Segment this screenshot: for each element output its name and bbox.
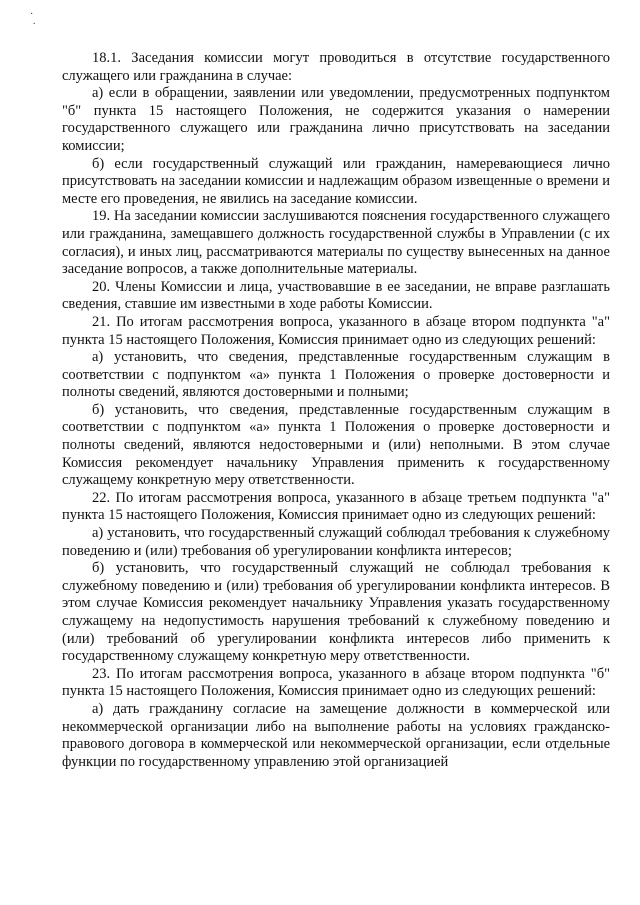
paragraph-23-a: а) дать гражданину согласие на замещение должности в коммерческой или некоммерческой организации либо на выполнение работы на условиях гражданско-правового договора в коммерческой или некоммерческой организации, если отдельные функции по государственному управлению этой организацией (62, 700, 610, 770)
paragraph-19: 19. На заседании комиссии заслушиваются пояснения государственного служащего или гражданина, замещавшего должность государственной службы в Управлении (с их согласия), и иных лиц, рассматриваются материалы по существу вынесенных на данное заседание вопросов, а также дополнительные материалы. (62, 208, 610, 278)
paragraph-18-1-b: б) если государственный служащий или гражданин, намеревающиеся лично присутствовать на заседании комиссии и надлежащим образом извещенные о времени и месте его проведения, не явились на заседание комиссии. (62, 155, 610, 207)
paragraph-22: 22. По итогам рассмотрения вопроса, указанного в абзаце третьем подпункта "а" пункта 15 настоящего Положения, Комиссия принимает одно из следующих решений: (62, 489, 610, 524)
paragraph-20: 20. Члены Комиссии и лица, участвовавшие в ее заседании, не вправе разглашать сведения, ставшие им известными в ходе работы Комиссии. (62, 278, 610, 313)
document-body (62, 50, 610, 771)
paragraph-18-1: 18.1. Заседания комиссии могут проводиться в отсутствие государственного служащего или гражданина в случае: (62, 50, 610, 84)
paragraph-22-b: б) установить, что государственный служащий не соблюдал требования к служебному поведению и (или) требования об урегулировании конфликта интересов. В этом случае Комиссия рекомендует начальнику Управления указать государственному служащему на недопустимость нарушения требований к служебному поведению и (или) требований об урегулировании конфликта интересов либо применить к государственному служащему конкретную меру ответственности. (62, 560, 610, 665)
paragraph-21-b: б) установить, что сведения, представленные государственным служащим в соответствии с подпунктом «а» пункта 1 Положения о проверке достоверности и полноты сведений, являются недостоверными и (или) неполными. В этом случае Комиссия рекомендует начальнику Управления применить к государственному служащему конкретную меру ответственности. (62, 401, 610, 489)
paragraph-18-1-a: а) если в обращении, заявлении или уведомлении, предусмотренных подпунктом "б" пункта 15 настоящего Положения, не содержится указания о намерении государственного служащего или гражданина лично присутствовать на заседании комиссии; (62, 85, 610, 154)
paragraph-22-a: а) установить, что государственный служащий соблюдал требования к служебному поведению и (или) требования об урегулировании конфликта интересов; (62, 525, 610, 559)
paragraph-21-a: а) установить, что сведения, представленные государственным служащим в соответствии с подпунктом «а» пункта 1 Положения о проверке достоверности и полноты сведений, являются достоверными и полными; (62, 349, 610, 401)
paragraph-21: 21. По итогам рассмотрения вопроса, указанного в абзаце втором подпункта "а" пункта 15 настоящего Положения, Комиссия принимает одно из следующих решений: (62, 313, 610, 348)
paragraph-23: 23. По итогам рассмотрения вопроса, указанного в абзаце втором подпункта "б" пункта 15 настоящего Положения, Комиссия принимает одно из следующих решений: (62, 665, 610, 700)
scan-specks: · · (30, 9, 36, 30)
